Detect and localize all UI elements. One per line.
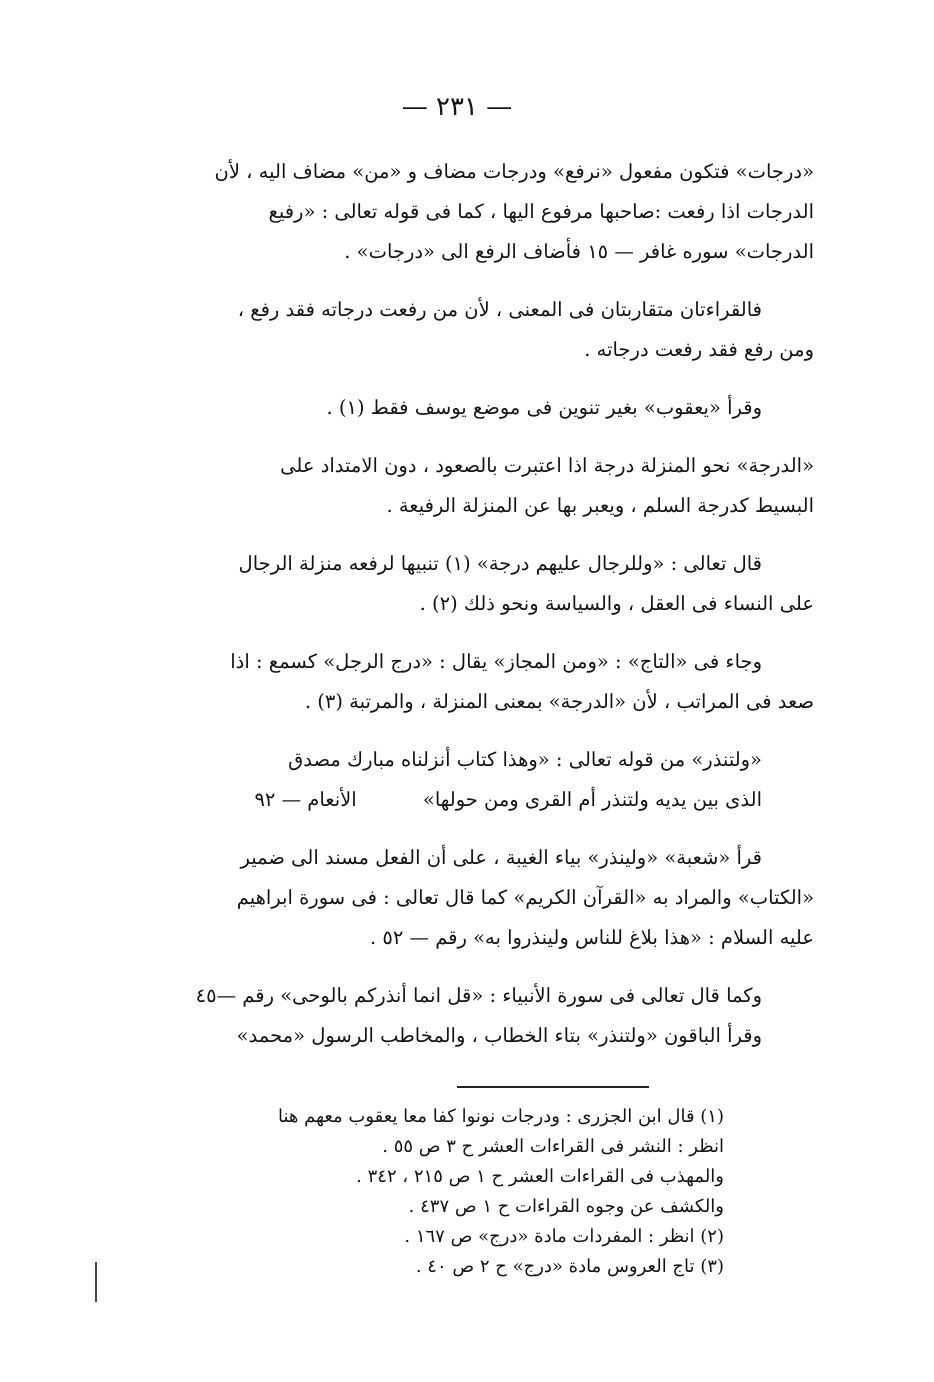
- text-line: فالقراءتان متقاربتان فى المعنى ، لأن من رفعت درجاته فقد رفع ،: [237, 298, 762, 321]
- text-line: وقرأ «يعقوب» بغير تنوين فى موضع يوسف فقط (١) .: [326, 396, 762, 419]
- text-line: الدرجات» سوره غافر — ١٥ فأضاف الرفع الى «درجات» .: [344, 240, 814, 263]
- scan-edge-mark: [95, 1262, 97, 1302]
- verse-line: [100, 780, 814, 820]
- paragraph-7: [100, 838, 814, 958]
- text-line: «الدرجة» نحو المنزلة درجة اذا اعتبرت بالصعود ، دون الامتداد على: [280, 454, 814, 477]
- text-line: قال تعالى : «وللرجال عليهم درجة» (١) تنبيها لرفعه منزلة الرجال: [238, 552, 762, 575]
- text-line: صعد فى المراتب ، لأن «الدرجة» بمعنى المنزلة ، والمرتبة (٣) .: [304, 690, 814, 713]
- footnote-line: والمهذب فى القراءات العشر ح ١ ص ٢١٥ ، ٣٤٢ .: [356, 1166, 724, 1187]
- footnote-line: (٢) انظر : المفردات مادة «درج» ص ١٦٧ .: [404, 1226, 724, 1247]
- paragraph-2: [100, 290, 814, 370]
- paragraph-3: [100, 388, 814, 428]
- text-line: عليه السلام : «هذا بلاغ للناس ولينذروا به» رقم — ٥٢ .: [369, 926, 814, 949]
- text-line: على النساء فى العقل ، والسياسة ونحو ذلك (٢) .: [419, 592, 814, 615]
- footnotes: [100, 1102, 814, 1282]
- footnote-line: والكشف عن وجوه القراءات ح ١ ص ٤٣٧ .: [408, 1196, 724, 1217]
- page-number: — ٢٣١ —: [401, 92, 513, 122]
- text-line: البسيط كدرجة السلم ، ويعبر بها عن المنزلة الرفيعة .: [386, 494, 814, 517]
- text-line: «الكتاب» والمراد به «القرآن الكريم» كما قال تعالى : فى سورة ابراهيم: [236, 886, 814, 909]
- text-line: وقرأ الباقون «ولتنذر» بتاء الخطاب ، والمخاطب الرسول «محمد»: [236, 1024, 762, 1047]
- paragraph-4: [100, 446, 814, 526]
- text-line: قرأ «شعبة» «ولينذر» بياء الغيبة ، على أن الفعل مسند الى ضمير: [240, 846, 762, 869]
- footnote-line: (٣) تاج العروس مادة «درج» ح ٢ ص ٤٠ .: [415, 1256, 724, 1277]
- verse-reference: الأنعام — ٩٢: [254, 788, 357, 811]
- paragraph-5: [100, 544, 814, 624]
- footnote-divider: [457, 1086, 649, 1088]
- text-line: «درجات» فتكون مفعول «نرفع» ودرجات مضاف و «من» مضاف اليه ، لأن: [214, 160, 814, 183]
- text-line: وكما قال تعالى فى سورة الأنبياء : «قل انما أنذركم بالوحى» رقم —٤٥: [195, 984, 762, 1007]
- footnote-line: (١) قال ابن الجزرى : ودرجات نونوا كفا معا يعقوب معهم هنا: [277, 1106, 724, 1127]
- paragraph-1: [100, 152, 814, 272]
- paragraph-6: [100, 642, 814, 722]
- verse-text: الذى بين يديه ولتنذر أم القرى ومن حولها»: [422, 788, 762, 811]
- text-line: الدرجات اذا رفعت :صاحبها مرفوع اليها ، كما فى قوله تعالى : «رفيع: [268, 200, 814, 223]
- paragraph-8: [100, 976, 814, 1056]
- text-line: ومن رفع فقد رفعت درجاته .: [584, 338, 814, 361]
- verse-line: «ولتنذر» من قوله تعالى : «وهذا كتاب أنزلناه مبارك مصدق: [288, 748, 762, 771]
- text-line: وجاء فى «التاج» : «ومن المجاز» يقال : «درج الرجل» كسمع : اذا: [230, 650, 762, 673]
- quranic-verse: [100, 740, 814, 820]
- footnote-line: انظر : النشر فى القراءات العشر ح ٣ ص ٥٥ .: [382, 1136, 724, 1157]
